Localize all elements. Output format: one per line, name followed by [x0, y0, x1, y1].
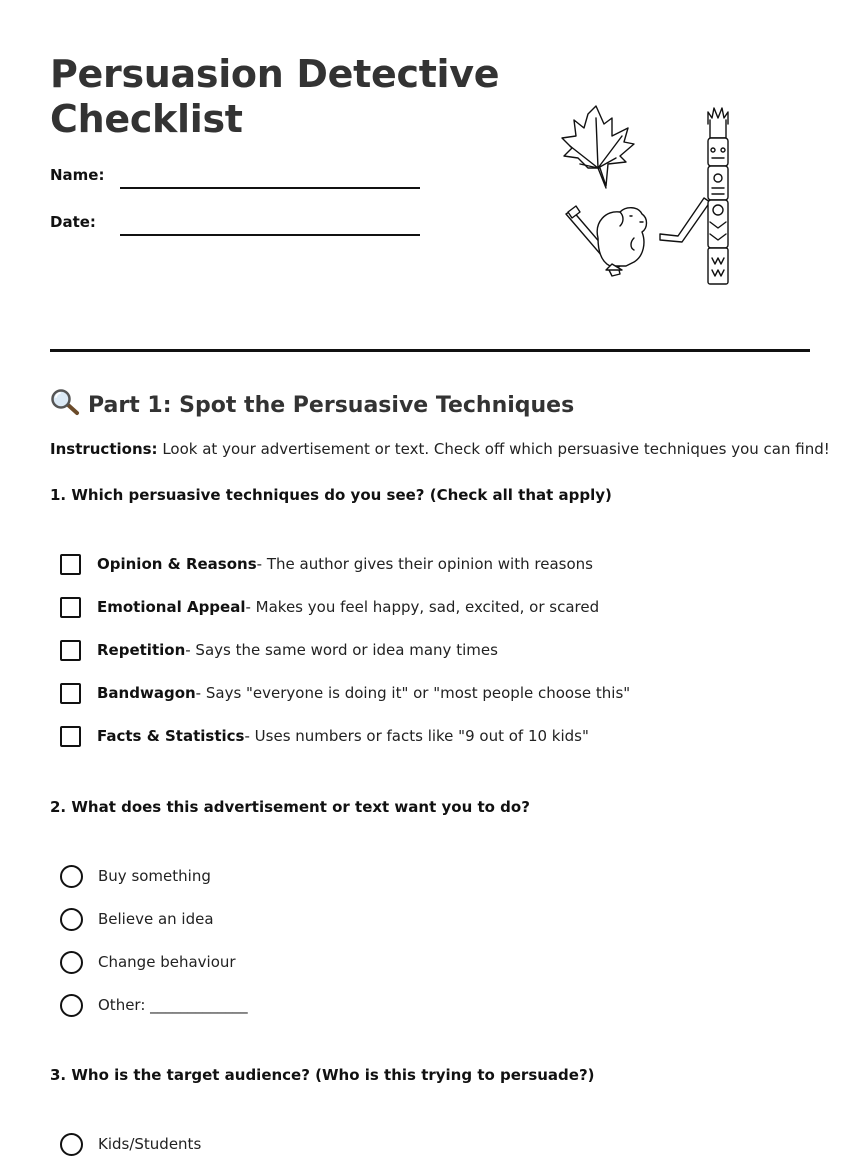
technique-desc: - Makes you feel happy, sad, excited, or scared	[245, 598, 600, 616]
instructions-text: Look at your advertisement or text. Check off which persuasive techniques you can find!	[157, 440, 830, 458]
name-label: Name:	[50, 166, 105, 184]
technique-term: Bandwagon	[97, 684, 196, 702]
instructions	[50, 440, 830, 458]
maple-leaf-icon	[562, 106, 634, 188]
instructions-label: Instructions:	[50, 440, 158, 458]
page-title	[50, 52, 499, 142]
purpose-option[interactable]	[60, 993, 248, 1017]
checkbox[interactable]	[60, 640, 81, 661]
technique-term: Emotional Appeal	[97, 598, 246, 616]
part1-title: Part 1: Spot the Persuasive Techniques	[88, 392, 575, 418]
magnifying-glass-icon	[50, 388, 80, 422]
checkbox[interactable]	[60, 726, 81, 747]
checkbox[interactable]	[60, 683, 81, 704]
technique-desc: - Says the same word or idea many times	[185, 641, 498, 659]
title-line-2: Checklist	[50, 97, 243, 141]
option-label: Change behaviour	[98, 953, 236, 971]
purpose-option[interactable]	[60, 950, 236, 974]
question-2: 2. What does this advertisement or text want you to do?	[50, 798, 530, 816]
canadian-clipart	[550, 98, 750, 294]
technique-term: Repetition	[97, 641, 186, 659]
date-label: Date:	[50, 213, 96, 231]
radio-button[interactable]	[60, 1133, 83, 1156]
question-1: 1. Which persuasive techniques do you see? (Check all that apply)	[50, 486, 612, 504]
option-label: Other: _____________	[98, 996, 248, 1014]
date-field[interactable]	[120, 234, 420, 236]
technique-option[interactable]	[60, 595, 599, 619]
radio-button[interactable]	[60, 951, 83, 974]
purpose-option[interactable]	[60, 864, 211, 888]
title-line-1: Persuasion Detective	[50, 52, 500, 96]
radio-button[interactable]	[60, 865, 83, 888]
technique-option[interactable]	[60, 681, 630, 705]
technique-desc: - Says "everyone is doing it" or "most people choose this"	[195, 684, 631, 702]
technique-desc: - The author gives their opinion with reasons	[256, 555, 593, 573]
part1-heading	[50, 388, 574, 422]
purpose-option[interactable]	[60, 907, 214, 931]
audience-option[interactable]	[60, 1132, 201, 1156]
technique-option[interactable]	[60, 552, 593, 576]
technique-desc: - Uses numbers or facts like "9 out of 10 kids"	[244, 727, 589, 745]
option-label: Believe an idea	[98, 910, 214, 928]
technique-term: Facts & Statistics	[97, 727, 245, 745]
hockey-stick-icon	[660, 198, 710, 242]
radio-button[interactable]	[60, 994, 83, 1017]
totem-pole-icon	[708, 108, 728, 284]
radio-button[interactable]	[60, 908, 83, 931]
option-label: Buy something	[98, 867, 211, 885]
technique-option[interactable]	[60, 638, 498, 662]
name-field[interactable]	[120, 187, 420, 189]
beaver-icon	[597, 208, 646, 270]
technique-term: Opinion & Reasons	[97, 555, 257, 573]
section-divider	[50, 349, 810, 352]
checkbox[interactable]	[60, 597, 81, 618]
question-3: 3. Who is the target audience? (Who is this trying to persuade?)	[50, 1066, 595, 1084]
technique-option[interactable]	[60, 724, 589, 748]
option-label: Kids/Students	[98, 1135, 202, 1153]
checkbox[interactable]	[60, 554, 81, 575]
